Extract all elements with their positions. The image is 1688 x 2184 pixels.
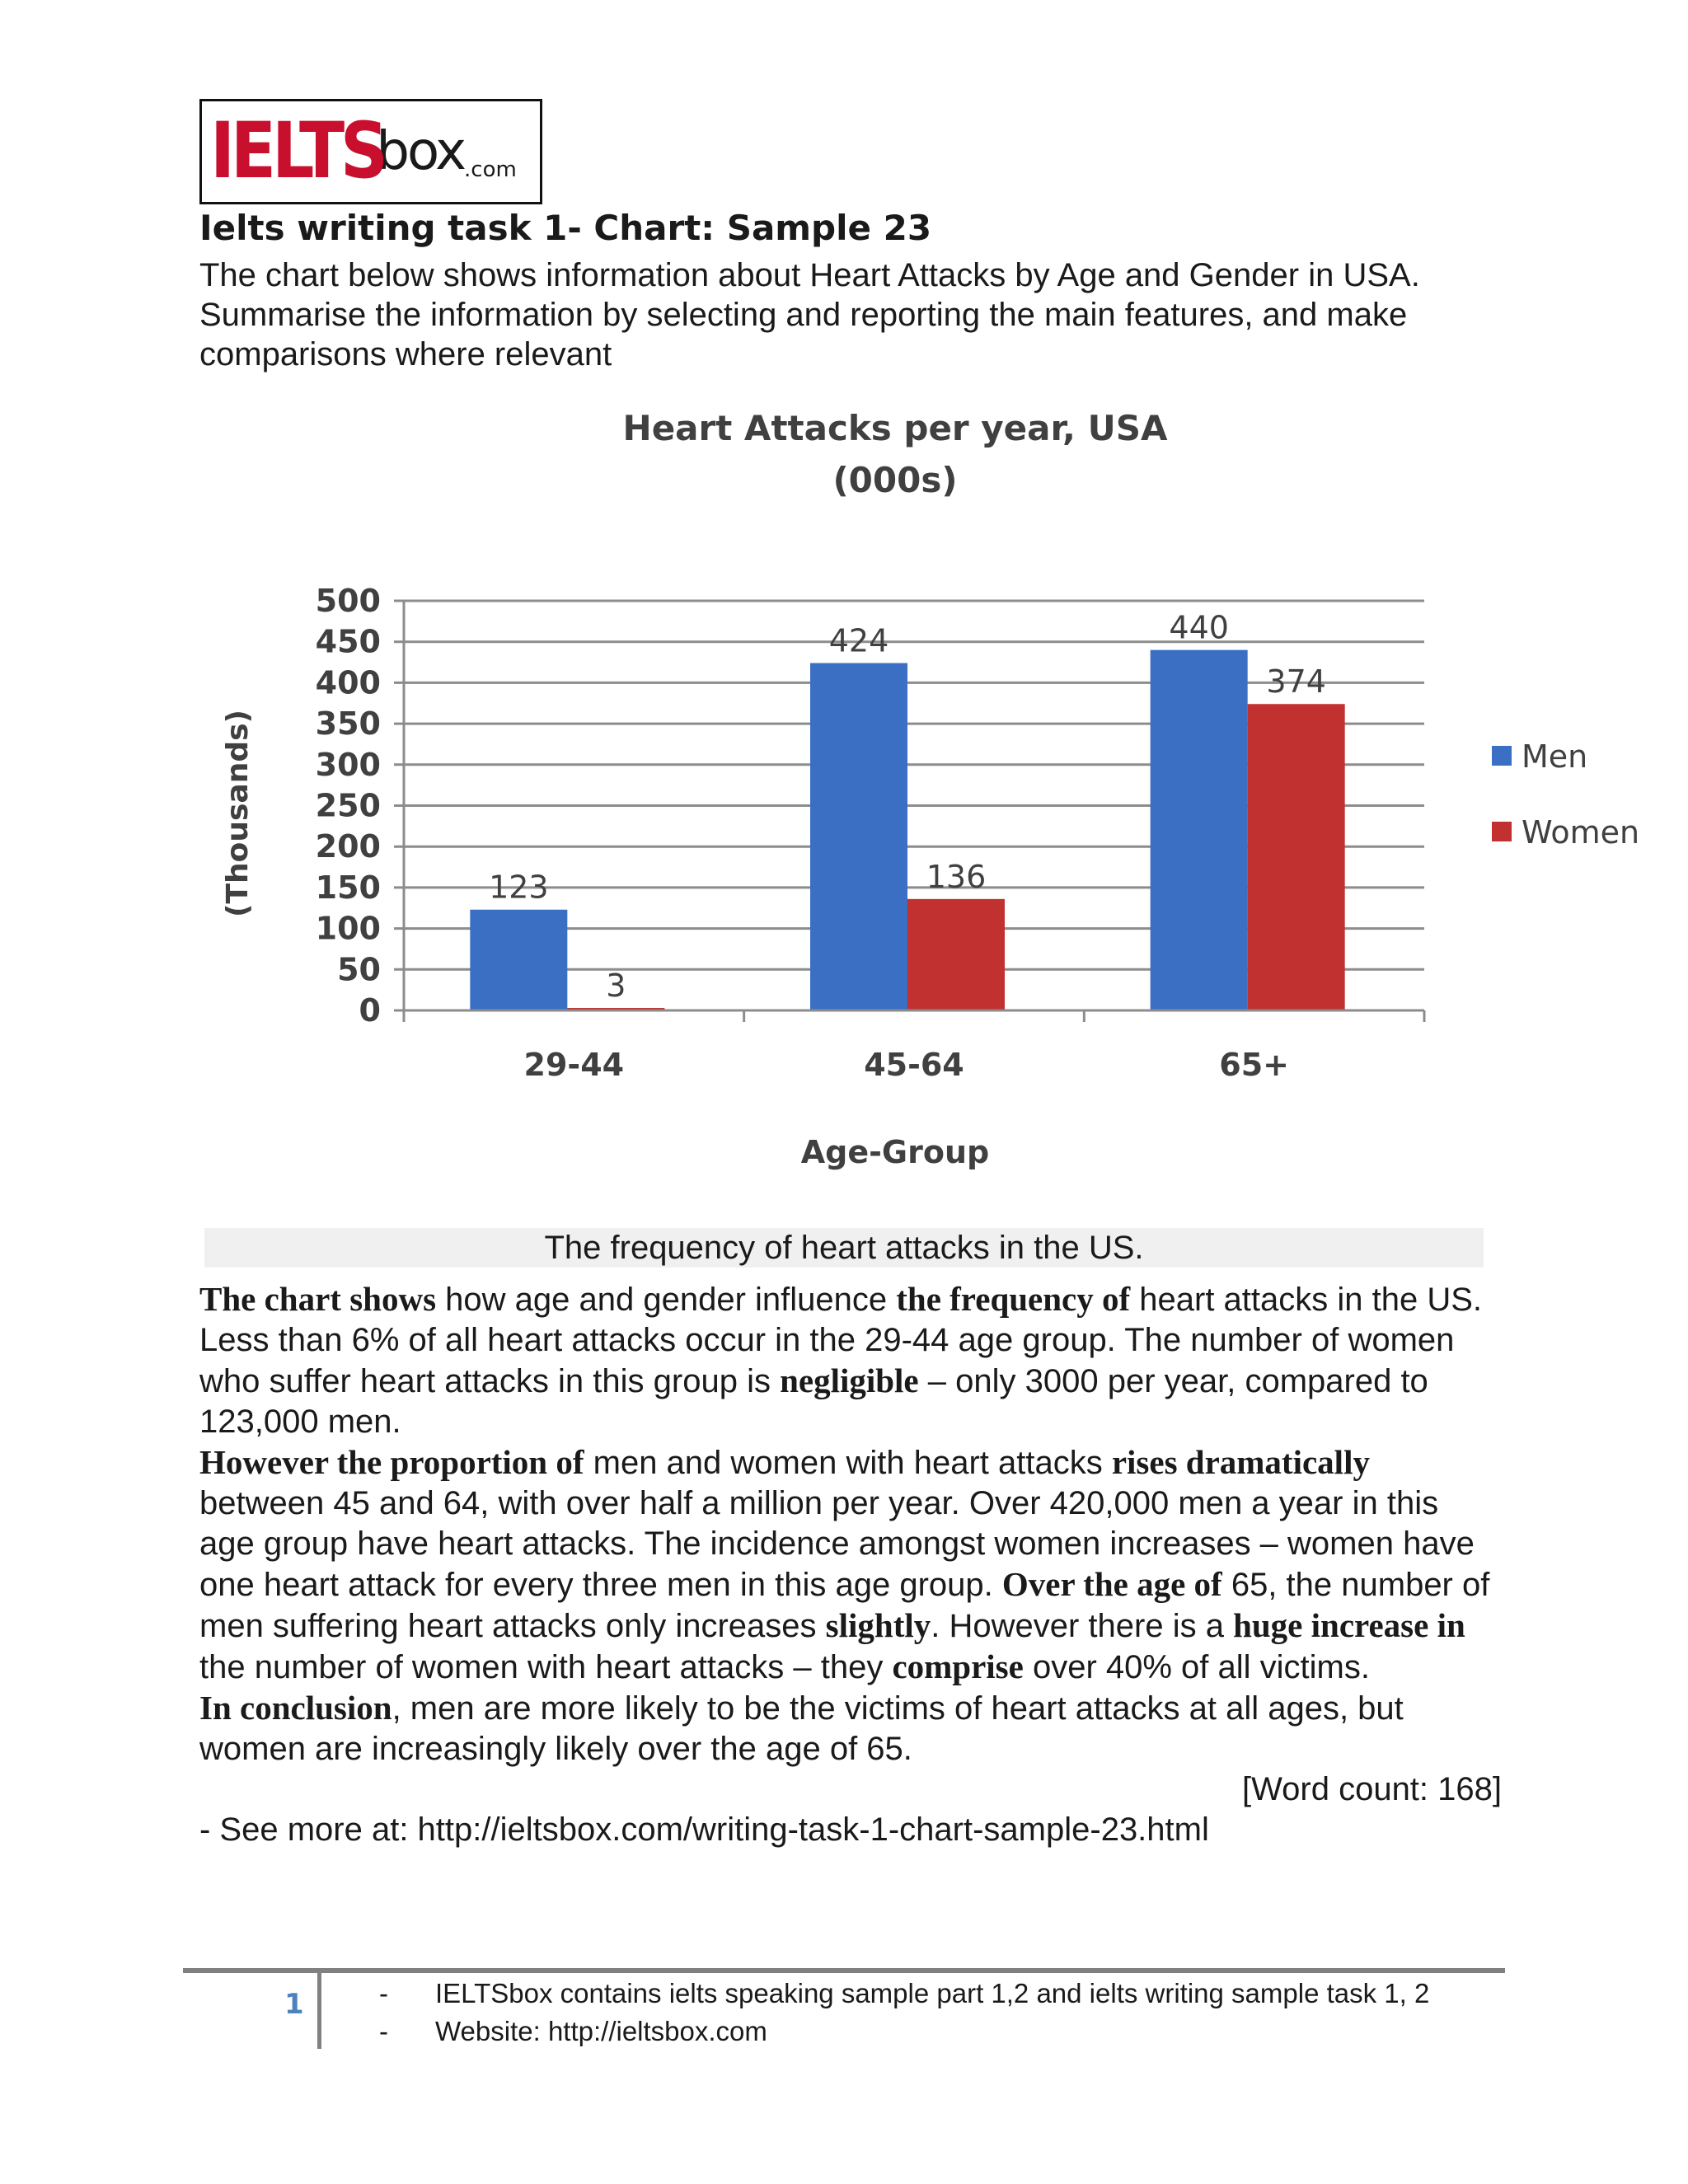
ieltsbox-logo (199, 99, 542, 204)
essay-paragraph-2 (199, 1442, 1502, 1688)
legend-label-men: Men (1522, 738, 1588, 775)
data-label: 424 (828, 622, 889, 659)
y-tick-label: 400 (315, 664, 381, 701)
text-run: heart attacks in the US. Less than 6% of all heart attacks occur in the 29-44 age group. The number of women who suffer heart attacks in this group is (199, 1282, 1483, 1399)
bold-phrase: slightly (825, 1606, 931, 1644)
y-tick-label: 0 (359, 992, 381, 1029)
x-tick-label: 29-44 (523, 1047, 625, 1083)
x-axis-label: Age-Group (800, 1134, 990, 1170)
y-tick-label: 100 (315, 910, 381, 947)
bold-phrase: negligible (780, 1361, 919, 1399)
x-tick-label: 65+ (1219, 1047, 1290, 1083)
word-count: [Word count: 168] (1242, 1771, 1502, 1807)
bar-men-29-44 (470, 910, 567, 1010)
legend-swatch-women (1492, 822, 1512, 841)
footer-item-text[interactable]: Website: http://ieltsbox.com (435, 2016, 767, 2046)
text-run: . However there is a (931, 1608, 1234, 1644)
footer-item (379, 2013, 1429, 2050)
bold-phrase: The chart shows (199, 1280, 437, 1318)
bold-phrase: the frequency of (896, 1280, 1131, 1318)
footer-rule (183, 1968, 1505, 1973)
footer-divider (317, 1973, 321, 2049)
bold-phrase: comprise (892, 1647, 1024, 1685)
logo-text-box: box (376, 121, 465, 182)
bold-phrase: huge increase in (1233, 1606, 1465, 1644)
y-tick-label: 300 (315, 746, 381, 783)
chart-title: Heart Attacks per year, USA (622, 408, 1168, 448)
text-run: men and women with heart attacks (584, 1445, 1112, 1481)
data-label: 3 (606, 968, 626, 1005)
bar-men-45-64 (810, 663, 907, 1010)
footer-bullet: - (379, 2016, 388, 2046)
legend-swatch-men (1492, 746, 1512, 766)
footer-item (379, 1975, 1429, 2013)
y-tick-label: 450 (315, 623, 381, 660)
essay-paragraph-3 (199, 1688, 1502, 1769)
chart-container (196, 375, 1688, 1199)
y-tick-label: 500 (315, 583, 381, 619)
bar-women-45-64 (907, 899, 1005, 1010)
y-tick-label: 250 (315, 787, 381, 824)
text-run: , men are more likely to be the victims of heart attacks at all ages, but women are increasingly likely over the age of 65. (199, 1690, 1404, 1767)
bar-men-65+ (1151, 650, 1248, 1010)
y-axis-label: (Thousands) (221, 710, 255, 917)
text-run: – only 3000 per year, compared to 123,000 men. (199, 1363, 1428, 1440)
footer-notes (379, 1975, 1429, 2050)
y-tick-label: 200 (315, 828, 381, 865)
text-run: how age and gender influence (436, 1282, 897, 1318)
data-label: 136 (926, 858, 987, 895)
logo-text-ielts: IELTS (210, 106, 385, 196)
y-tick-label: 150 (315, 869, 381, 906)
see-more-link[interactable]: - See more at: http://ieltsbox.com/writing-task-1-chart-sample-23.html (199, 1811, 1209, 1848)
data-label: 374 (1266, 663, 1326, 701)
bold-phrase: Over the age of (1001, 1565, 1222, 1603)
data-label: 123 (489, 869, 549, 906)
chart-subtitle: (000s) (832, 460, 958, 500)
text-run: between 45 and 64, with over half a million per year. Over 420,000 men a year in this age group have heart attacks. The incidence amongst women increases – women have one heart attack for every three men in this age group. (199, 1485, 1475, 1603)
bold-phrase: However the proportion of (199, 1443, 584, 1481)
bar-chart (196, 375, 1688, 1199)
logo-text-com: .com (464, 157, 517, 182)
essay-body (199, 1279, 1502, 1850)
essay-paragraph-1 (199, 1279, 1502, 1442)
footer-item-text: IELTSbox contains ielts speaking sample part 1,2 and ielts writing sample task 1, 2 (435, 1978, 1430, 2008)
text-run: 65, the number of men suffering heart attacks only increases (199, 1567, 1490, 1644)
text-run: the number of women with heart attacks – they (199, 1649, 893, 1685)
page-number: 1 (284, 1988, 304, 2021)
y-tick-label: 350 (315, 705, 381, 743)
data-label: 440 (1169, 609, 1229, 646)
y-tick-label: 50 (337, 951, 381, 988)
task-prompt: The chart below shows information about Heart Attacks by Age and Gender in USA. Summarise the information by selecting and reporting the main features, and make comparisons where relevant (199, 257, 1420, 373)
text-run: over 40% of all victims. (1023, 1649, 1370, 1685)
bar-women-65+ (1248, 704, 1345, 1010)
figure-caption: The frequency of heart attacks in the US. (204, 1228, 1484, 1268)
bold-phrase: rises dramatically (1111, 1443, 1370, 1481)
x-tick-label: 45-64 (864, 1047, 964, 1083)
page-title: Ielts writing task 1- Chart: Sample 23 (199, 208, 932, 248)
legend-label-women: Women (1522, 814, 1640, 851)
bold-phrase: In conclusion (199, 1689, 392, 1727)
footer-bullet: - (379, 1978, 388, 2008)
